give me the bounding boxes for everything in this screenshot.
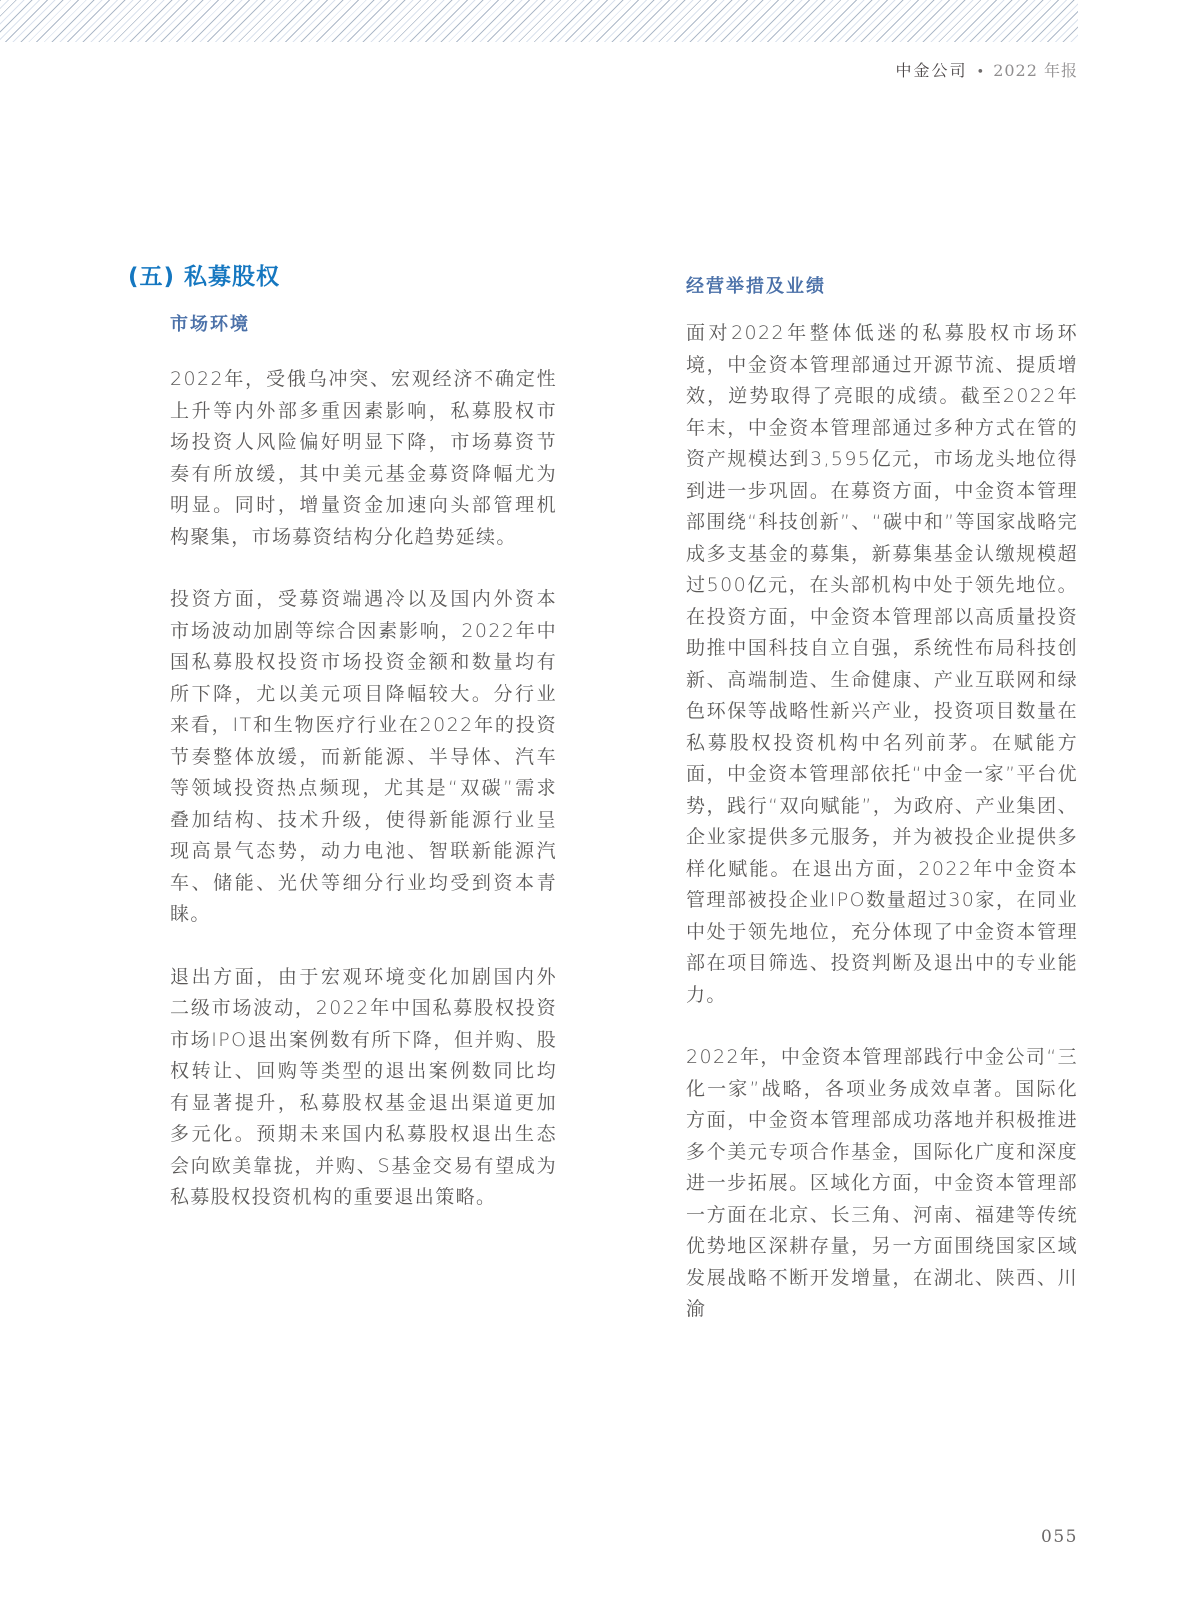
paragraph-operations-performance: 面对2022年整体低迷的私募股权市场环境，中金资本管理部通过开源节流、提质增效，逆势取得了亮眼的成绩。截至2022年年末，中金资本管理部通过多种方式在管的资产规模达到3,595亿元，市场龙头地位得到进一步巩固。在募资方面，中金资本管理部围绕“科技创新”、“碳中和”等国家战略完成多支基金的募集，新募集基金认缴规模超过500亿元，在头部机构中处于领先地位。在投资方面，中金资本管理部以高质量投资助推中国科技自立自强，系统性布局科技创新、高端制造、生命健康、产业互联网和绿色环保等战略性新兴产业，投资项目数量在私募股权投资机构中名列前茅。在赋能方面，中金资本管理部依托“中金一家”平台优势，践行“双向赋能”，为政府、产业集团、企业家提供多元服务，并为被投企业提供多样化赋能。在退出方面，2022年中金资本管理部被投企业IPO数量超过30家，在同业中处于领先地位，充分体现了中金资本管理部在项目筛选、投资判断及退出中的专业能力。: [686, 322, 1078, 1006]
section-heading-private-equity: (五) 私募股权: [128, 264, 281, 290]
left-column-body: [170, 314, 557, 1214]
left-column: [128, 263, 557, 1214]
company-name: 中金公司: [895, 61, 968, 80]
paragraph-exit-trends: 退出方面，由于宏观环境变化加剧国内外二级市场波动，2022年中国私募股权投资市场IPO退出案例数有所下降，但并购、股权转让、回购等类型的退出案例数同比均有显著提升，私募股权基金退出渠道更加多元化。预期未来国内私募股权退出生态会向欧美靠拢，并购、S基金交易有望成为私募股权投资机构的重要退出策略。: [170, 965, 557, 1208]
paragraph-market-overview: 2022年，受俄乌冲突、宏观经济不确定性上升等内外部多重因素影响，私募股权市场投资人风险偏好明显下降，市场募资节奏有所放缓，其中美元基金募资降幅尤为明显。同时，增量资金加速向头部管理机构聚集，市场募资结构分化趋势延续。: [170, 368, 557, 548]
page-header: [896, 60, 1079, 84]
right-column: [686, 276, 1078, 1326]
decorative-stripe-band: [0, 0, 1078, 42]
subheading-operations-results: 经营举措及业绩: [686, 276, 826, 297]
paragraph-investment-trends: 投资方面，受募资端遇冷以及国内外资本市场波动加剧等综合因素影响，2022年中国私募股权投资市场投资金额和数量均有所下降，尤以美元项目降幅较大。分行业来看，IT和生物医疗行业在2022年的投资节奏整体放缓，而新能源、半导体、汽车等领域投资热点频现，尤其是“双碳”需求叠加结构、技术升级，使得新能源行业呈现高景气态势，动力电池、智联新能源汽车、储能、光伏等细分行业均受到资本青睐。: [170, 588, 557, 925]
paragraph-strategy-execution: 2022年，中金资本管理部践行中金公司“三化一家”战略，各项业务成效卓著。国际化方面，中金资本管理部成功落地并积极推进多个美元专项合作基金，国际化广度和深度进一步拓展。区域化方面，中金资本管理部一方面在北京、长三角、河南、福建等传统优势地区深耕存量，另一方面围绕国家区域发展战略不断开发增量，在湖北、陕西、川渝: [686, 1046, 1078, 1320]
header-bullet-separator: •: [976, 65, 985, 80]
page-number: 055: [1041, 1527, 1078, 1547]
subheading-market-environment: 市场环境: [170, 314, 250, 335]
report-edition: 2022 年报: [993, 61, 1078, 80]
